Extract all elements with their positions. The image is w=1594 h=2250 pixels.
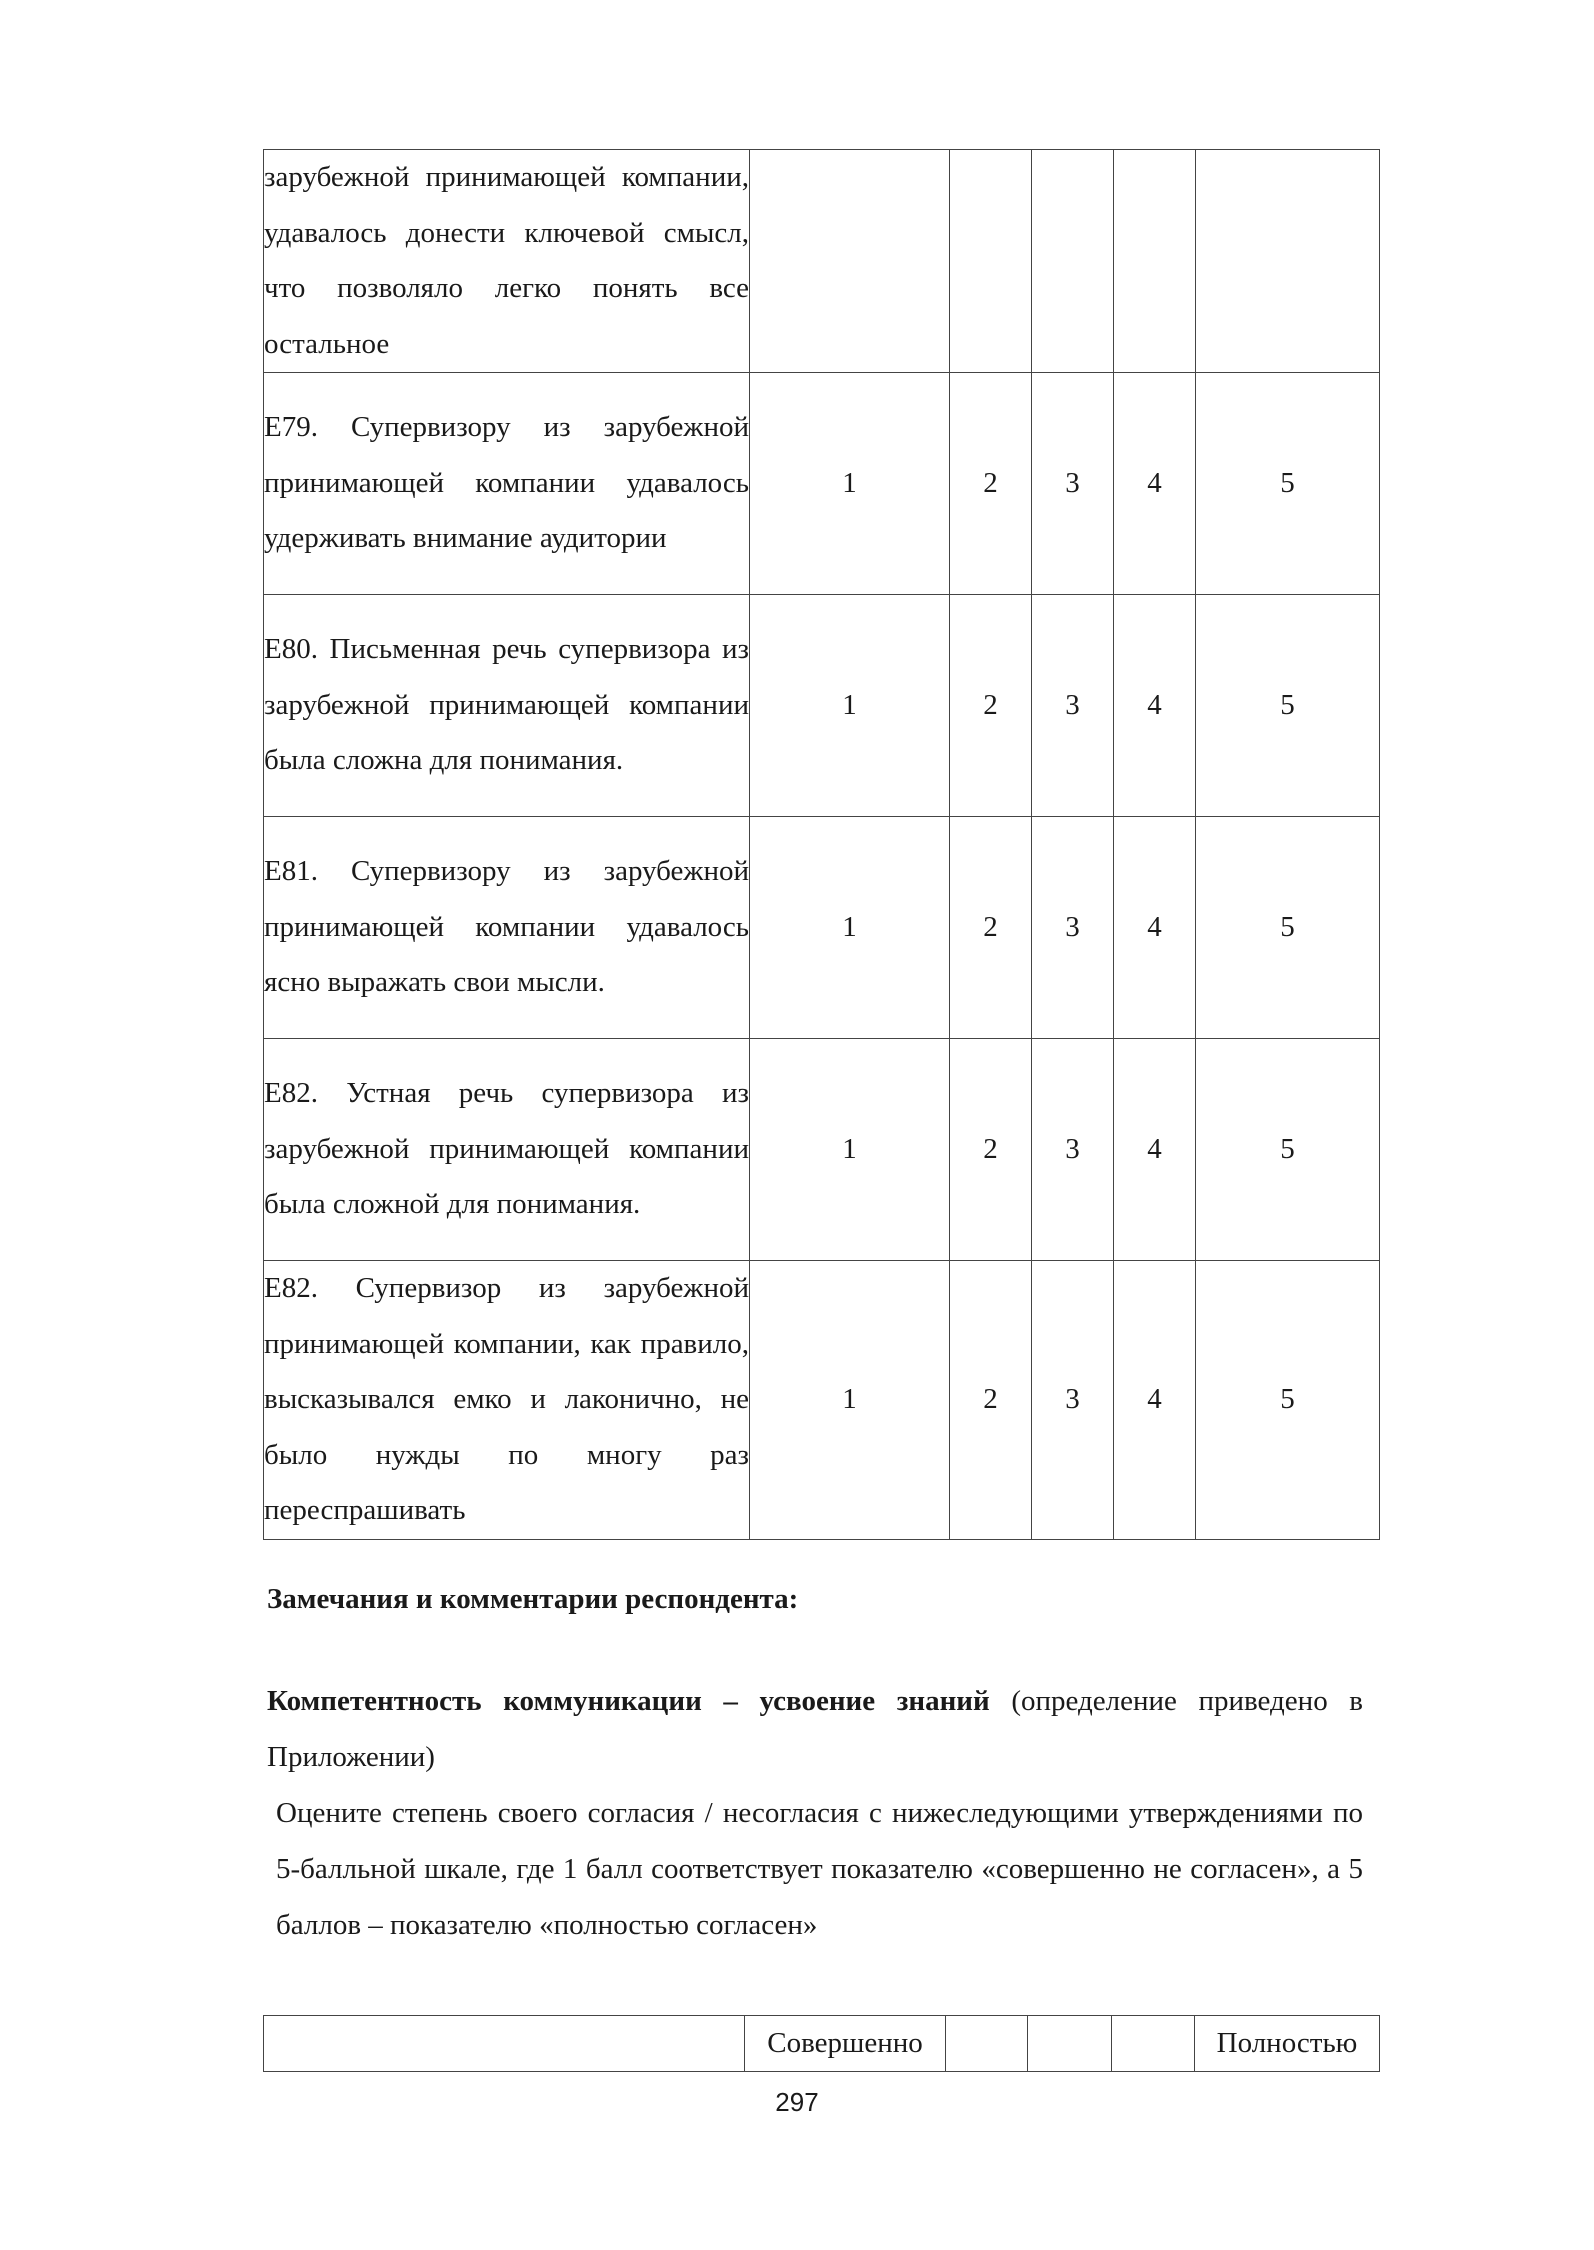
score-option-5: 5	[1196, 817, 1380, 1039]
statement-text: зарубежной принимающей компании, удавалось донести ключевой смысл, что позволяло легко понять все остальное	[264, 161, 749, 360]
statement-cell	[264, 150, 750, 373]
statement-cell	[264, 373, 750, 595]
survey-table-communication	[263, 149, 1380, 1540]
table-header-row	[264, 2016, 1380, 2072]
header-cell-3	[1028, 2016, 1112, 2072]
score-option-3: 3	[1032, 817, 1114, 1039]
score-option-5: 5	[1196, 1039, 1380, 1261]
statement-cell	[264, 817, 750, 1039]
score-option-2: 2	[950, 1039, 1032, 1261]
table-row	[264, 595, 1380, 817]
score-option-4: 4	[1114, 1039, 1196, 1261]
score-option-1: 1	[750, 817, 950, 1039]
score-option-5: 5	[1196, 1261, 1380, 1540]
statement-text: E79. Супервизору из зарубежной принимающей компании удавалось удерживать внимание аудитории	[264, 411, 749, 555]
score-option-2: 2	[950, 595, 1032, 817]
table-row	[264, 373, 1380, 595]
score-option-1: 1	[750, 1039, 950, 1261]
score-cell	[1196, 150, 1380, 373]
comments-heading: Замечания и комментарии респондента:	[267, 1583, 799, 1615]
statement-text: E81. Супервизору из зарубежной принимающей компании удавалось ясно выражать свои мысли.	[264, 855, 749, 999]
statement-cell	[264, 1039, 750, 1261]
header-cell-statement	[264, 2016, 745, 2072]
statement-text: E80. Письменная речь супервизора из зарубежной принимающей компании была сложна для понимания.	[264, 633, 749, 777]
score-option-4: 4	[1114, 373, 1196, 595]
section-title-bold: Компетентность коммуникации – усвоение знаний	[267, 1685, 990, 1717]
score-option-3: 3	[1032, 595, 1114, 817]
score-option-2: 2	[950, 817, 1032, 1039]
score-cell	[1032, 150, 1114, 373]
statement-cell	[264, 1261, 750, 1540]
instruction-text: Оцените степень своего согласия / несогласия с нижеследующими утверждениями по 5-балльной шкале, где 1 балл соответствует показателю «совершенно не согласен», а 5 баллов – показателю «полностью согласен»	[276, 1797, 1363, 1941]
table-row	[264, 150, 1380, 373]
score-option-1: 1	[750, 373, 950, 595]
score-cell	[750, 150, 950, 373]
survey-table-knowledge	[263, 2015, 1380, 2072]
page-number: 297	[775, 2087, 819, 2117]
score-option-2: 2	[950, 373, 1032, 595]
table-row	[264, 1261, 1380, 1540]
statement-text: E82. Устная речь супервизора из зарубежной принимающей компании была сложной для понимания.	[264, 1077, 749, 1221]
header-cell-4	[1112, 2016, 1195, 2072]
score-option-5: 5	[1196, 595, 1380, 817]
score-option-3: 3	[1032, 373, 1114, 595]
score-option-1: 1	[750, 595, 950, 817]
score-cell	[950, 150, 1032, 373]
score-option-3: 3	[1032, 1261, 1114, 1540]
table-row	[264, 1039, 1380, 1261]
statement-text: E82. Супервизор из зарубежной принимающей компании, как правило, высказывался емко и лаконично, не было нужды по многу раз переспрашивать	[264, 1272, 749, 1526]
section-title-rest: (определение приведено в Приложении)	[267, 1685, 1363, 1773]
score-option-4: 4	[1114, 817, 1196, 1039]
score-option-5: 5	[1196, 373, 1380, 595]
score-cell	[1114, 150, 1196, 373]
section-title	[267, 1673, 1363, 1785]
score-option-3: 3	[1032, 1039, 1114, 1261]
score-option-2: 2	[950, 1261, 1032, 1540]
score-option-4: 4	[1114, 595, 1196, 817]
header-cell-strongly-disagree: Совершенно	[745, 2016, 946, 2072]
score-option-1: 1	[750, 1261, 950, 1540]
header-cell-2	[946, 2016, 1028, 2072]
statement-cell	[264, 595, 750, 817]
table-row	[264, 817, 1380, 1039]
score-option-4: 4	[1114, 1261, 1196, 1540]
header-cell-fully-agree: Полностью	[1195, 2016, 1380, 2072]
